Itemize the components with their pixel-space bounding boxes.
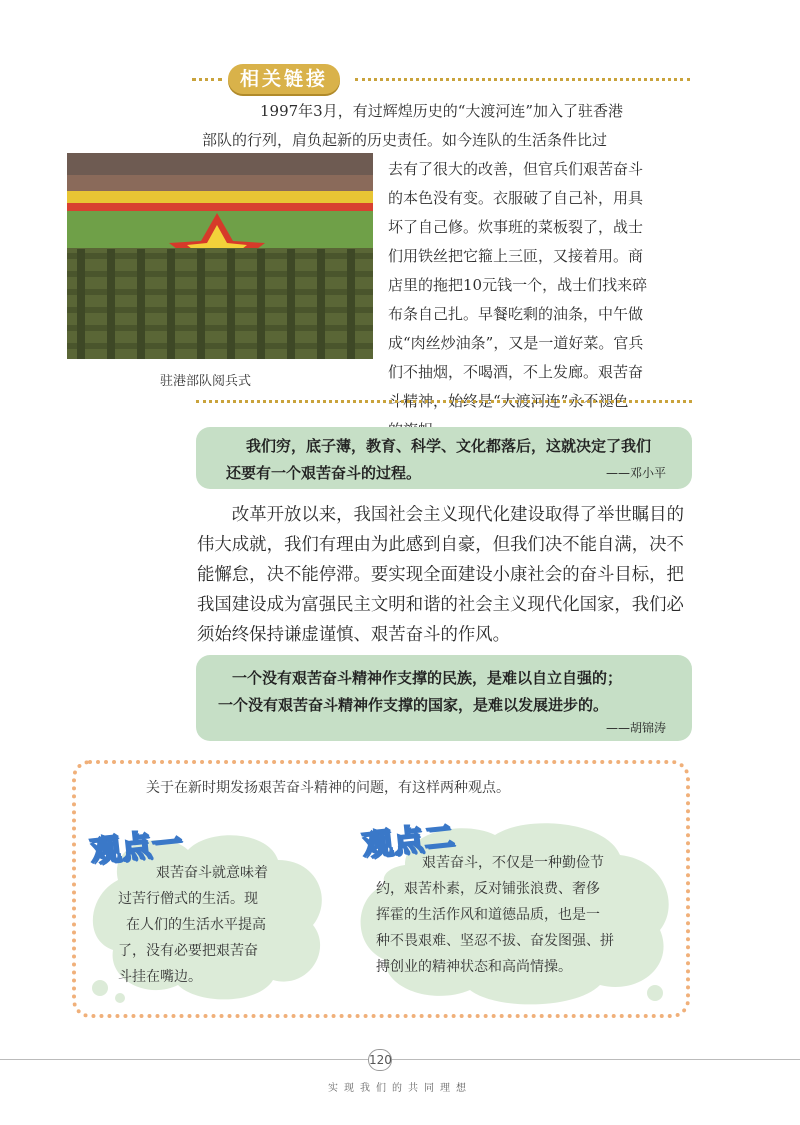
footer-rule — [0, 1059, 800, 1060]
main-paragraph: 改革开放以来，我国社会主义现代化建设取得了举世瞩目的伟大成就，我们有理由为此感到自豪，但我们决不能自满，决不能懈怠，决不能停滞。要实现全面建设小康社会的奋斗目标，把我国建设成为富强民主文明和谐的社会主义现代化国家，我们必须始终保持谦虚谨慎、艰苦奋斗的作风。 — [197, 505, 684, 645]
footer-book-title: 实现我们的共同理想 — [328, 1083, 472, 1094]
view-line: 种不畏艰难、坚忍不拔、奋发图强、拼 — [376, 933, 614, 949]
quote-box-deng — [196, 427, 692, 489]
text-line: 店里的拖把10元钱一个，战士们找来碎 — [388, 276, 648, 294]
view2-title: 观点二 — [360, 819, 457, 864]
quote-line: 一个没有艰苦奋斗精神作支撑的民族，是难以自立自强的； — [232, 669, 623, 687]
view1-title: 观点一 — [88, 825, 185, 870]
view-line: 挥霍的生活作风和道德品质，也是一 — [376, 907, 600, 923]
view-line: 约，艰苦朴素，反对铺张浪费、奢侈 — [376, 881, 600, 897]
text-line: 布条自己扎。早餐吃剩的油条，中午做 — [388, 305, 644, 323]
quote-author: ——胡锦涛 — [605, 721, 666, 735]
text-line: 1997年3月，有过辉煌历史的“大渡河连”加入了驻香港 — [260, 102, 624, 120]
view-line: 在人们的生活水平提高 — [126, 917, 266, 933]
text-line: 们不抽烟，不喝酒，不上发廊。艰苦奋 — [388, 363, 644, 381]
view-line: 艰苦奋斗就意味着 — [156, 865, 268, 881]
quote-line: 还要有一个艰苦奋斗的过程。 — [226, 464, 422, 482]
photo-caption: 驻港部队阅兵式 — [160, 374, 252, 389]
parade-photo — [67, 153, 373, 359]
section-divider-dots — [196, 400, 692, 404]
header-dots-left — [192, 78, 222, 82]
header-dots-right — [355, 78, 690, 82]
debate-intro: 关于在新时期发扬艰苦奋斗精神的问题，有这样两种观点。 — [146, 780, 510, 796]
view-line: 了，没有必要把艰苦奋 — [118, 943, 258, 959]
quote-line: 一个没有艰苦奋斗精神作支撑的国家，是难以发展进步的。 — [218, 696, 609, 714]
quote-author: ——邓小平 — [605, 466, 666, 480]
text-line: 成“肉丝炒油条”，又是一道好菜。官兵 — [388, 334, 644, 352]
text-line: 去有了很大的改善，但官兵们艰苦奋斗 — [388, 160, 644, 178]
parade-illustration — [67, 153, 373, 359]
view-line: 过苦行僧式的生活。现 — [118, 891, 258, 907]
quote-box-hu — [196, 655, 692, 741]
quote-line: 我们穷，底子薄，教育、科学、文化都落后，这就决定了我们 — [246, 437, 652, 455]
related-links-badge: 相关链接 — [228, 64, 340, 94]
view-line: 艰苦奋斗，不仅是一种勤俭节 — [422, 855, 604, 871]
view2-text — [376, 850, 666, 980]
view1-text — [118, 860, 308, 990]
text-line: 们用铁丝把它箍上三匝，又接着用。商 — [388, 247, 644, 265]
view-line: 搏创业的精神状态和高尚情操。 — [376, 959, 572, 975]
text-line: 的本色没有变。衣服破了自己补，用具 — [388, 189, 644, 207]
view-line: 斗挂在嘴边。 — [118, 969, 202, 985]
text-line: 斗精神，始终是“大渡河连”永不褪色 — [388, 392, 629, 410]
text-line: 坏了自己修。炊事班的菜板裂了，战士 — [388, 218, 644, 236]
related-text-full — [202, 97, 692, 155]
page-number: 120 — [368, 1049, 392, 1071]
text-line: 部队的行列，肩负起新的历史责任。如今连队的生活条件比过 — [202, 131, 608, 149]
